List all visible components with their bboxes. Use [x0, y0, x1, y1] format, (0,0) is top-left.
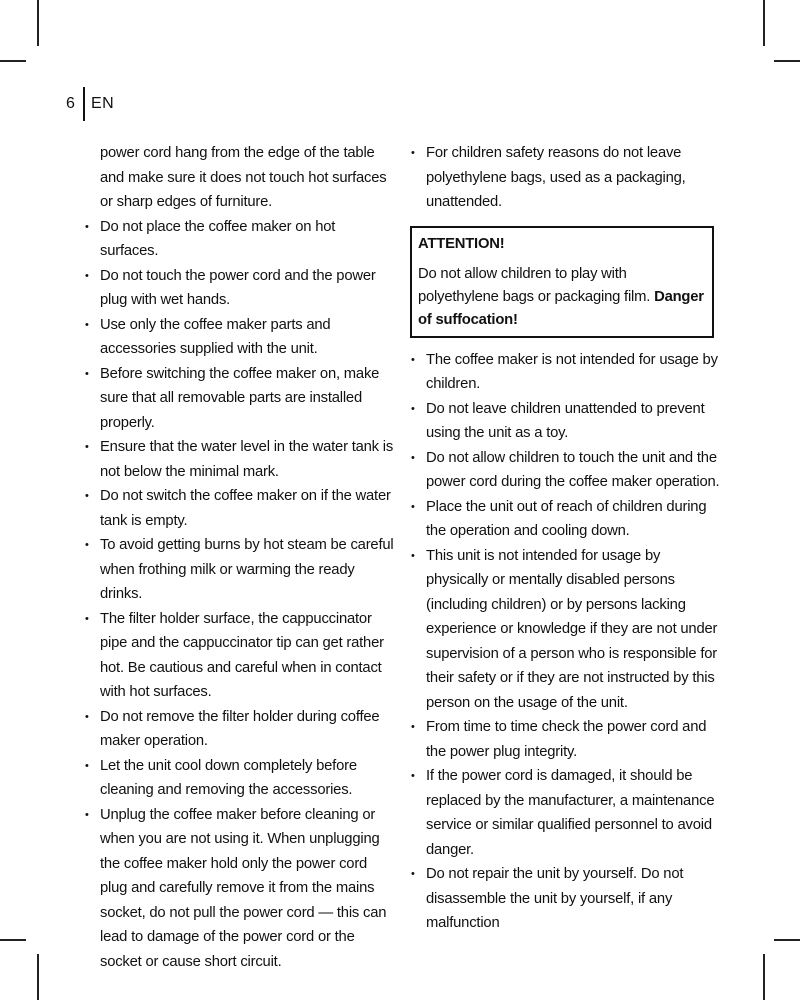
list-item: • Let the unit cool down completely before cleaning and removing the accessories.	[84, 754, 394, 803]
crop-mark-top-right-vertical	[763, 0, 765, 46]
list-item: • Unplug the coffee maker before cleaning or when you are not using it. When unplugging the coffee maker hold only the power cord plug and carefully remove it from the mains socket, do not pull the power cord — this can lead to damage of the power cord or the socket or cause short circuit.	[84, 803, 394, 975]
list-item: • Do not remove the filter holder during coffee maker operation.	[84, 705, 394, 754]
left-column	[84, 141, 394, 974]
list-item: • Do not touch the power cord and the power plug with wet hands.	[84, 264, 394, 313]
list-item: • Do not allow children to touch the unit and the power cord during the coffee maker operation.	[410, 446, 720, 495]
right-bullet-list-bottom	[410, 348, 720, 936]
page-number: 6	[66, 95, 75, 112]
list-item: • If the power cord is damaged, it should be replaced by the manufacturer, a maintenance service or similar qualified personnel to avoid danger.	[410, 764, 720, 862]
list-item: • This unit is not intended for usage by physically or mentally disabled persons (including children) or by persons lacking experience or knowledge if they are not under supervision of a person who is responsible for their safety or if they are not instructed by this person on the usage of the unit.	[410, 544, 720, 716]
continuation-text: power cord hang from the edge of the table and make sure it does not touch hot surfaces or sharp edges of furniture.	[100, 145, 387, 210]
list-item: • Do not place the coffee maker on hot surfaces.	[84, 215, 394, 264]
crop-mark-bottom-right-horizontal	[774, 939, 800, 941]
attention-text	[418, 263, 706, 332]
list-item: • Do not leave children unattended to prevent using the unit as a toy.	[410, 397, 720, 446]
crop-mark-top-right-horizontal	[774, 60, 800, 62]
right-bullet-list-top	[410, 141, 720, 215]
list-item: • The filter holder surface, the cappuccinator pipe and the cappuccinator tip can get rather hot. Be cautious and careful when in contact with hot surfaces.	[84, 607, 394, 705]
list-item: • Do not switch the coffee maker on if the water tank is empty.	[84, 484, 394, 533]
attention-body: Do not allow children to play with polyethylene bags or packaging film.	[418, 265, 655, 305]
list-item: • Do not repair the unit by yourself. Do not disassemble the unit by yourself, if any malfunction	[410, 862, 720, 936]
left-bullet-list	[84, 215, 394, 975]
right-column	[410, 141, 720, 936]
list-item: • Before switching the coffee maker on, make sure that all removable parts are installed properly.	[84, 362, 394, 436]
attention-box	[410, 226, 714, 338]
language-code: EN	[91, 95, 115, 112]
crop-mark-top-left-vertical	[37, 0, 39, 46]
list-item: • The coffee maker is not intended for usage by children.	[410, 348, 720, 397]
list-item: • From time to time check the power cord and the power plug integrity.	[410, 715, 720, 764]
crop-mark-bottom-right-vertical	[763, 954, 765, 1000]
list-item: • Place the unit out of reach of children during the operation and cooling down.	[410, 495, 720, 544]
attention-emphasis: Danger of suffocation!	[418, 288, 704, 328]
header-divider	[83, 87, 85, 121]
list-item: • For children safety reasons do not leave polyethylene bags, used as a packaging, unattended.	[410, 141, 720, 215]
attention-title: ATTENTION!	[418, 235, 505, 252]
page-header	[66, 88, 114, 120]
list-item: • To avoid getting burns by hot steam be careful when frothing milk or warming the ready drinks.	[84, 533, 394, 607]
crop-mark-bottom-left-vertical	[37, 954, 39, 1000]
list-item: • Use only the coffee maker parts and accessories supplied with the unit.	[84, 313, 394, 362]
list-item: • Ensure that the water level in the water tank is not below the minimal mark.	[84, 435, 394, 484]
crop-mark-top-left-horizontal	[0, 60, 26, 62]
crop-mark-bottom-left-horizontal	[0, 939, 26, 941]
